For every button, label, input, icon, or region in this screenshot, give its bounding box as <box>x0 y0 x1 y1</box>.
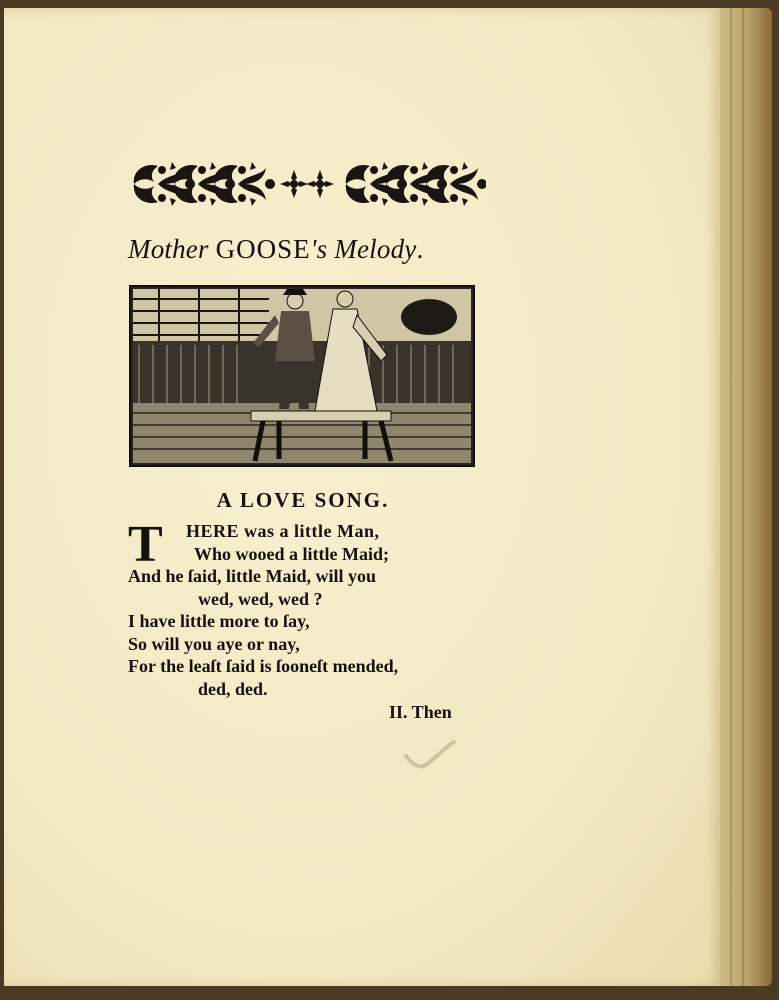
title-word-mother: Mother <box>128 234 209 264</box>
verse-line: ded, ded. <box>198 678 268 699</box>
floral-headpiece-icon <box>128 156 486 212</box>
verse-line: And he ſaid, little Maid, will you <box>128 566 377 586</box>
song-title: A LOVE SONG. <box>216 488 390 512</box>
catchword: II. Then <box>389 702 452 722</box>
verse-line: Who wooed a little Maid; <box>194 543 389 564</box>
title-word-melody: Melody <box>334 234 417 264</box>
running-title <box>128 234 488 265</box>
verse-line: For the leaſt ſaid is ſooneſt mended, <box>128 656 399 676</box>
title-period: . <box>416 234 424 264</box>
verse-line: I have little more to ſay, <box>128 611 310 631</box>
verse-line: HERE was a little Man, <box>186 521 380 541</box>
verse-line: So will you aye or nay, <box>128 633 300 654</box>
verse-line: wed, wed, wed ? <box>198 588 323 609</box>
woodcut-illustration-icon <box>129 285 475 467</box>
pencil-mark-icon <box>402 736 458 772</box>
drop-cap: T <box>128 516 163 573</box>
book-page <box>4 8 720 986</box>
verse-text <box>128 516 488 700</box>
title-possessive: 's <box>310 234 328 264</box>
title-word-goose: GOOSE <box>215 234 311 264</box>
